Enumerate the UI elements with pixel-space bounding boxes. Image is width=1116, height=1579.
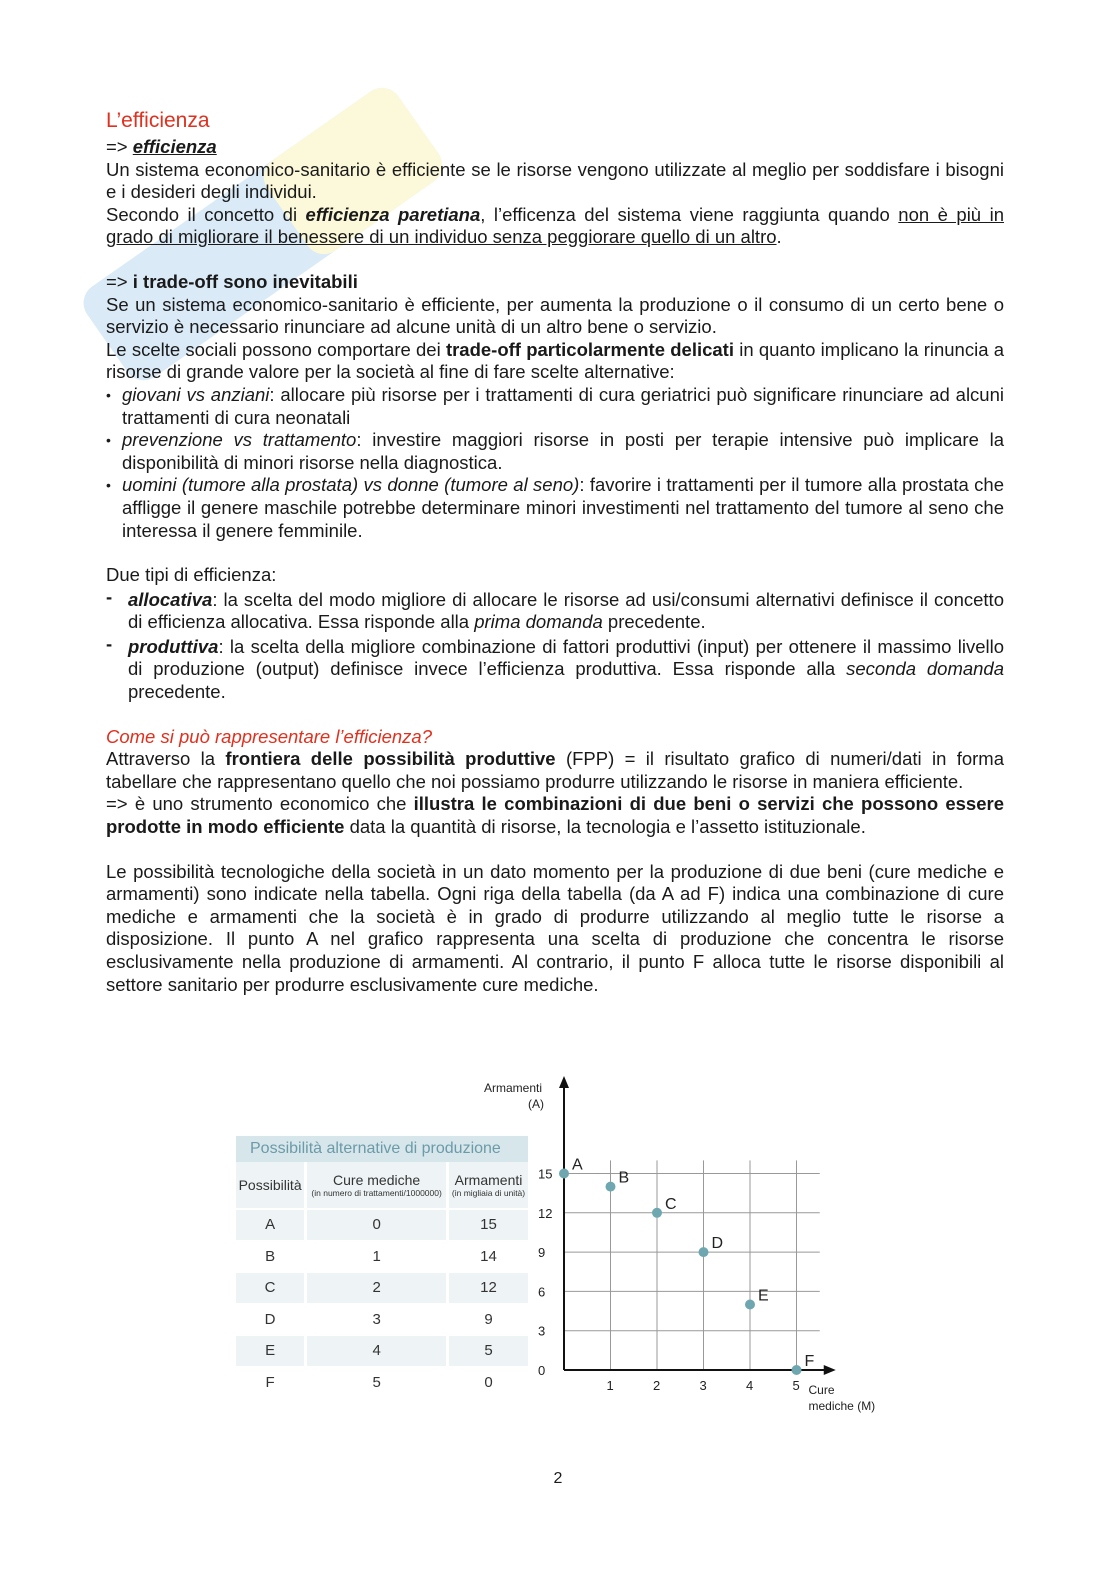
table-cell: 5 — [306, 1367, 448, 1398]
data-point — [792, 1365, 802, 1375]
table-cell: E — [236, 1335, 306, 1367]
tool-term: illustra le combinazioni di due beni o servizi che possono essere prodotte in modo efficiente — [106, 793, 1004, 838]
table-cell: 2 — [306, 1272, 448, 1304]
table-cell: 12 — [448, 1272, 530, 1304]
x-tick-label: 5 — [792, 1378, 800, 1393]
table-cell: F — [236, 1367, 306, 1398]
point-label: E — [758, 1287, 769, 1305]
dash-item — [106, 589, 1004, 634]
y-tick-label: 3 — [538, 1323, 546, 1339]
tool-text-a: => è uno strumento economico che — [106, 793, 414, 815]
tradeoff-heading — [106, 271, 1004, 294]
social-choices-paragraph — [106, 339, 1004, 384]
point-label: F — [804, 1353, 815, 1370]
y-tick-label: 9 — [538, 1245, 546, 1261]
x-tick-label: 4 — [746, 1378, 754, 1393]
table-cell: C — [236, 1272, 306, 1304]
fpp-paragraph — [106, 748, 1004, 793]
efficiency-definition: Un sistema economico-sanitario è efficiente se le risorse vengono utilizzate al meglio per soddisfare i bisogni e i desideri degli individui. — [106, 158, 1004, 203]
table-caption: Possibilità alternative di produzione — [236, 1135, 530, 1162]
table-cell: D — [236, 1304, 306, 1336]
fpp-text-c: (FPP) = il risultato grafico di numeri/dati in forma tabellare che rappresentano quello che noi possiamo produrre utilizzando le risorse in maniera efficiente. — [106, 748, 1004, 792]
tool-paragraph — [106, 793, 1004, 838]
table-header — [236, 1162, 306, 1209]
dash-term: produttiva — [128, 635, 219, 657]
document-body — [106, 108, 1004, 996]
y-tick-label: 6 — [538, 1284, 546, 1300]
data-point — [652, 1208, 662, 1218]
table-cell: A — [236, 1209, 306, 1241]
x-tick-label: 1 — [606, 1378, 614, 1393]
dash-text-end: precedente. — [602, 611, 706, 633]
header-sub: (in numero di trattamenti/1000000) — [311, 1188, 442, 1198]
fpp-term: frontiera delle possibilità produttive — [225, 748, 556, 770]
table-cell: 3 — [306, 1304, 448, 1336]
dash-italic: prima domanda — [474, 611, 603, 633]
x-axis-label: Cure — [808, 1383, 835, 1397]
dash-text: : la scelta del modo migliore di allocare le risorse ad usi/consumi alternativi definisce il concetto di efficienza allocativa. Essa risponde alla — [128, 588, 1004, 633]
table-header — [306, 1162, 448, 1209]
x-axis-arrow — [824, 1365, 836, 1375]
x-tick-label: 2 — [653, 1378, 661, 1393]
dash-term: allocativa — [128, 588, 213, 610]
table-cell: B — [236, 1241, 306, 1273]
pareto-paragraph — [106, 204, 1004, 249]
dash-text: : la scelta della migliore combinazione di fattori produttivi (input) per ottenere il massimo livello di produzione (output) definisce invece l’efficienza produttiva. Essa risponde alla — [128, 635, 1004, 680]
data-point — [559, 1169, 569, 1179]
y-axis-label: Armamenti — [484, 1081, 543, 1095]
data-point — [606, 1182, 616, 1192]
y-axis-label: (A) — [528, 1097, 544, 1111]
header-main: Possibilità — [238, 1177, 302, 1193]
point-label: B — [618, 1169, 630, 1187]
bullet-term: prevenzione vs trattamento — [122, 429, 357, 451]
table-cell: 1 — [306, 1241, 448, 1273]
data-point — [745, 1300, 755, 1310]
pareto-text-e: . — [776, 226, 782, 248]
social-term: trade-off particolarmente delicati — [445, 338, 734, 360]
y-tick-label: 15 — [538, 1166, 553, 1182]
table-cell: 9 — [448, 1304, 530, 1336]
dash-italic: seconda domanda — [846, 658, 1005, 680]
efficiency-heading — [106, 136, 1004, 159]
header-main: Armamenti — [454, 1172, 523, 1188]
tradeoff-paragraph: Se un sistema economico-sanitario è efficiente, per aumenta la produzione o il consumo di un certo bene o servizio è necessario rinunciare ad alcune unità di un altro bene o servizio. — [106, 293, 1004, 338]
social-text-c: in quanto implicano la rinuncia a risorse di grande valore per la società al fine di fare scelte alternative: — [106, 338, 1005, 383]
x-tick-label: 3 — [699, 1378, 707, 1393]
efficiency-term: efficienza — [132, 136, 217, 157]
pareto-underlined: non è più in grado di migliorare il benessere di un individuo senza peggiorare quello di un altro — [106, 203, 1004, 248]
efficiency-types-intro: Due tipi di efficienza: — [106, 564, 277, 586]
table-cell: 15 — [448, 1209, 530, 1241]
fpp-text-a: Attraverso la — [106, 748, 226, 770]
bullet-term: uomini (tumore alla prostata) vs donne (tumore al seno) — [122, 474, 580, 496]
bullet-item — [106, 474, 1004, 542]
data-point — [699, 1247, 709, 1257]
page-number: 2 — [553, 1470, 563, 1487]
table-cell: 5 — [448, 1335, 530, 1367]
dash-text-end: precedente. — [128, 681, 226, 703]
social-text-a: Le scelte sociali possono comportare dei — [106, 338, 446, 360]
ppf-chart — [470, 1070, 890, 1420]
point-label: C — [665, 1195, 677, 1213]
header-sub: (in migliaia di unità) — [451, 1188, 526, 1198]
x-axis-label: mediche (M) — [808, 1399, 876, 1413]
point-label: A — [572, 1156, 583, 1174]
table-cell: 4 — [306, 1335, 448, 1367]
bullet-text: : allocare più risorse per i trattamenti di cura geriatrici può significare rinunciare ad alcuni trattamenti di cura neonatali — [122, 383, 1004, 428]
bullet-text: : investire maggiori risorse in posti per terapie intensive può implicare la disponibilità di minori risorse nella diagnostica. — [122, 429, 1004, 473]
y-tick-label: 12 — [538, 1205, 553, 1221]
y-axis-arrow — [559, 1076, 569, 1088]
subtitle: Come si può rappresentare l’efficienza? — [106, 725, 432, 747]
arrow-marker: => — [106, 270, 133, 292]
bullet-text: : favorire i trattamenti per il tumore alla prostata che affligge il genere maschile potrebbe determinare minori investimenti nel trattamento del tumore al seno che interessa il genere femminile. — [122, 474, 1004, 541]
bullet-item — [106, 429, 1004, 474]
header-main: Cure mediche — [333, 1172, 421, 1188]
pareto-text-a: Secondo il concetto di — [106, 203, 306, 225]
technology-paragraph: Le possibilità tecnologiche della società in un dato momento per la produzione di due beni (cure mediche e armamenti) sono indicate nella tabella. Ogni riga della tabella (da A ad F) indica una combinazione di cure mediche e armamenti che la società è in grado di produrre utilizzando al meglio tutte le risorse a disposizione. Il punto A nel grafico rappresenta una scelta di produzione che concentra le risorse esclusivamente nella produzione di armamenti. Al contrario, il punto F alloca tutte le risorse disponibili al settore sanitario per produrre esclusivamente cure mediche. — [106, 860, 1004, 995]
y-tick-label: 0 — [538, 1363, 546, 1378]
table-cell: 0 — [306, 1209, 448, 1241]
bullet-term: giovani vs anziani — [122, 383, 270, 405]
table-cell: 0 — [448, 1367, 530, 1398]
tradeoff-term: i trade-off sono inevitabili — [132, 270, 358, 292]
point-label: D — [711, 1235, 724, 1253]
table-cell: 14 — [448, 1241, 530, 1273]
dash-item — [106, 636, 1004, 704]
bullet-item — [106, 384, 1004, 429]
arrow-marker: => — [106, 136, 133, 157]
pareto-term: efficienza paretiana — [305, 203, 481, 225]
tool-text-c: data la quantità di risorse, la tecnologia e l’assetto istituzionale. — [344, 816, 866, 838]
section-title: L’efficienza — [106, 109, 210, 132]
pareto-text-c: , l’efficenza del sistema viene raggiunta quando — [480, 203, 899, 225]
